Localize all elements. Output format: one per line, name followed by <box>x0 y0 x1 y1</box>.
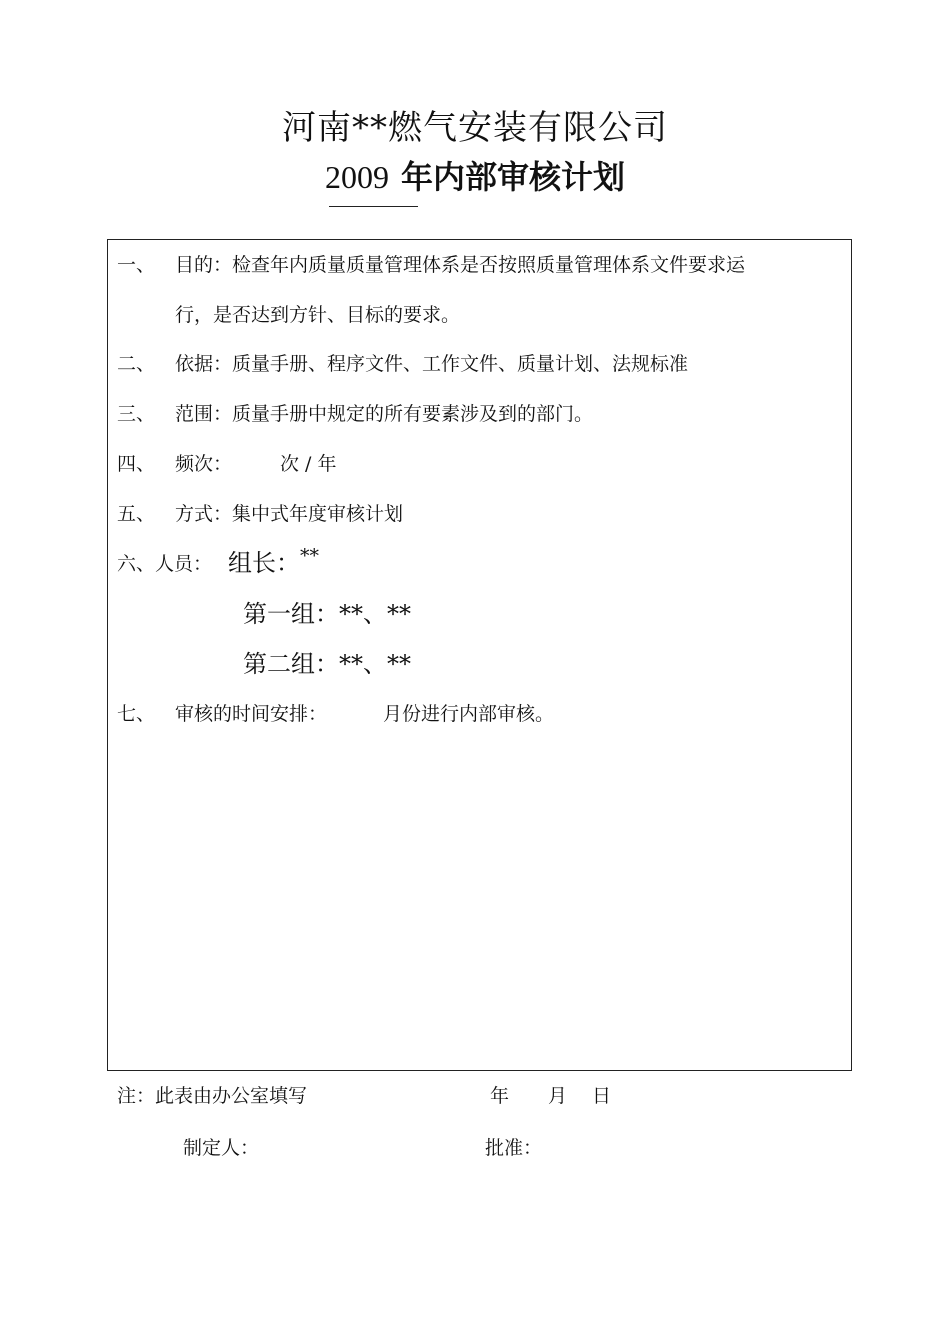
item-number: 一、 <box>117 254 156 276</box>
item-schedule-label: 审核的时间安排： <box>175 703 328 725</box>
footer-note: 注：此表由办公室填写 <box>117 1085 308 1107</box>
item-purpose-text-cont: 行，是否达到方针、目标的要求。 <box>175 304 461 326</box>
item-method-text: 方式：集中式年度审核计划 <box>175 503 404 525</box>
item-frequency-number: 四、 <box>117 453 156 475</box>
plan-name: 年内部审核计划 <box>400 158 625 196</box>
item-scope-number: 三、 <box>117 403 156 425</box>
plan-year: 2009 <box>324 159 389 195</box>
date-month-label: 月 <box>548 1085 568 1107</box>
item-basis-text: 依据：质量手册、程序文件、工作文件、质量计划、法规标准 <box>175 353 689 375</box>
item-personnel-label: 六、人员： <box>117 553 213 575</box>
item-frequency-value: 次 / 年 <box>280 453 337 475</box>
item-purpose <box>117 250 155 277</box>
date-day-label: 日 <box>592 1085 612 1107</box>
item-frequency-label: 频次： <box>175 453 233 475</box>
approver-label: 批准： <box>485 1137 543 1159</box>
item-schedule-number: 七、 <box>117 703 156 725</box>
date-year-label: 年 <box>490 1085 510 1107</box>
team-leader-value: ** <box>300 545 319 567</box>
maker-label: 制定人： <box>183 1137 260 1159</box>
item-purpose-text: 目的：检查年内质量质量管理体系是否按照质量管理体系文件要求运 <box>175 254 746 276</box>
item-schedule-value: 月份进行内部审核。 <box>383 703 555 725</box>
document-subtitle <box>0 152 950 198</box>
group-one: 第一组：**、** <box>243 600 411 628</box>
item-method-number: 五、 <box>117 503 156 525</box>
team-leader-label: 组长： <box>228 549 300 577</box>
item-scope-text: 范围：质量手册中规定的所有要素涉及到的部门。 <box>175 403 594 425</box>
document-title: 河南**燃气安装有限公司 <box>282 108 668 148</box>
item-basis-number: 二、 <box>117 353 156 375</box>
group-two: 第二组：**、** <box>243 650 411 678</box>
year-underline <box>329 206 418 207</box>
